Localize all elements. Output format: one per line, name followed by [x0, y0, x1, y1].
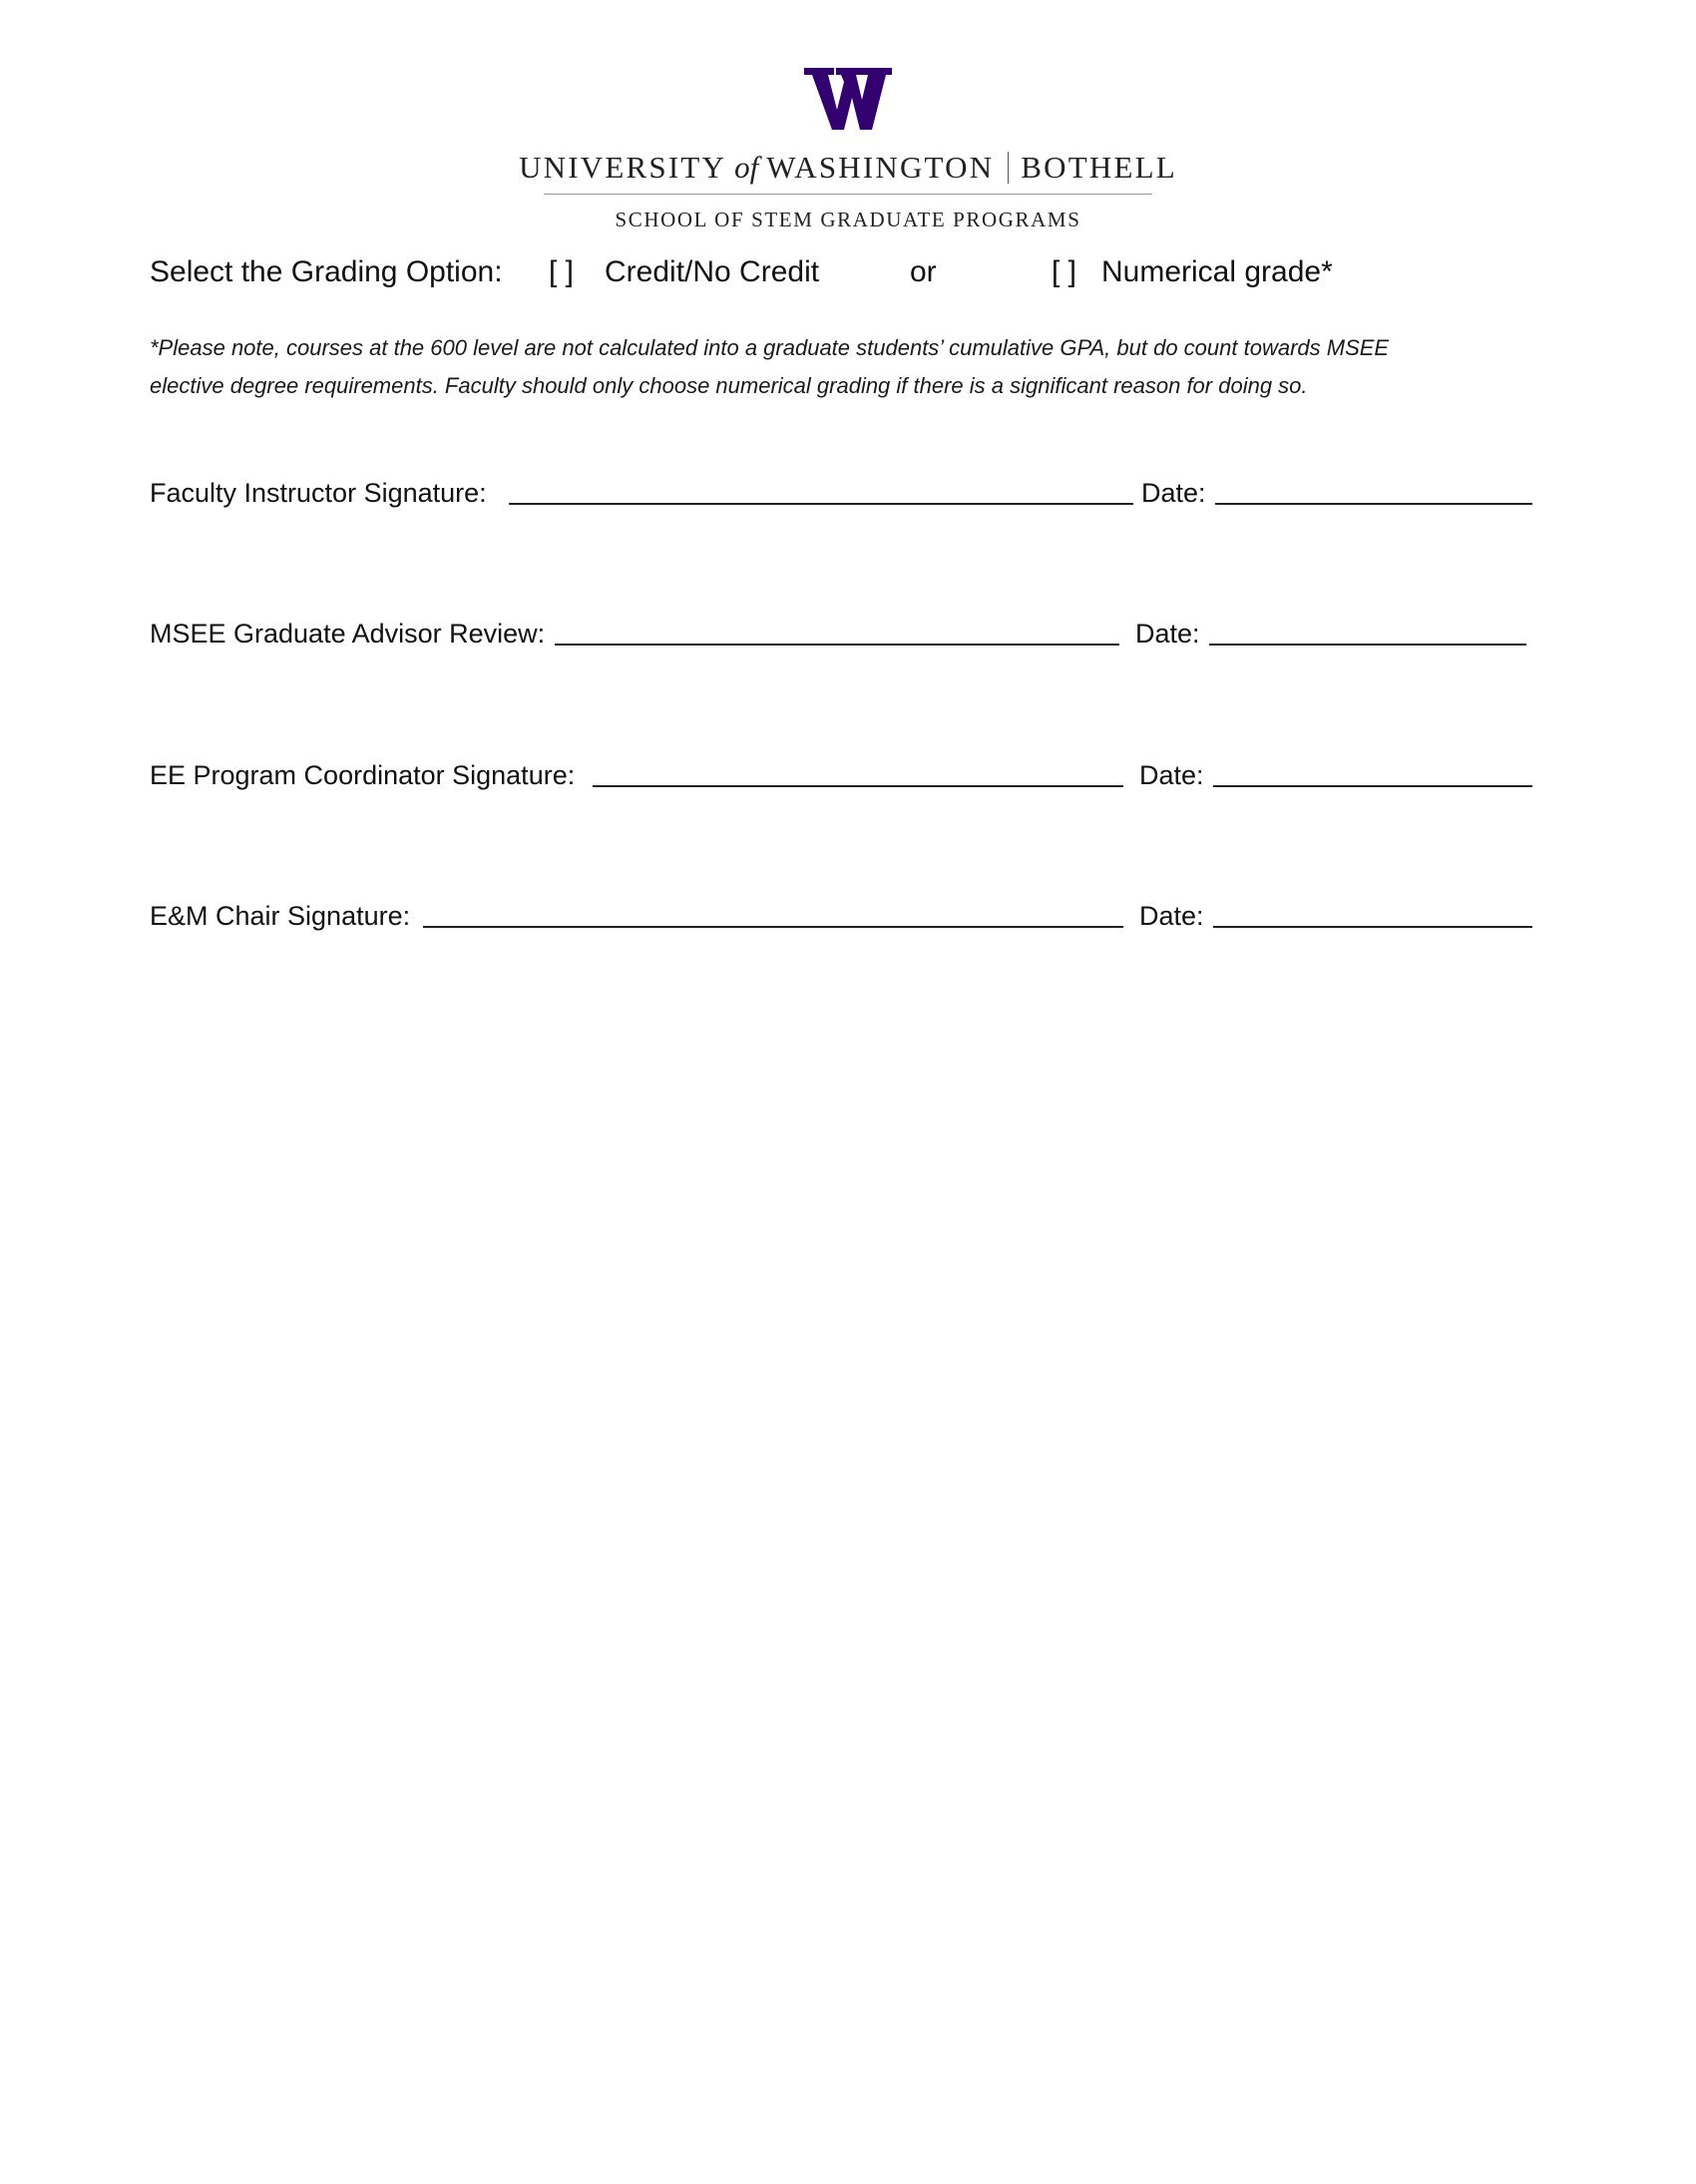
- faculty-signature-field[interactable]: [509, 503, 1133, 505]
- university-wordmark: [0, 152, 1696, 184]
- note-line-2: elective degree requirements. Faculty should only choose numerical grading if there is a significant reason for doing so.: [150, 373, 1308, 398]
- numerical-grade-checkbox[interactable]: [ ]: [1052, 255, 1077, 288]
- coordinator-date-field[interactable]: [1213, 785, 1532, 787]
- chair-date-field[interactable]: [1213, 926, 1532, 928]
- advisor-review-field[interactable]: [555, 644, 1119, 646]
- faculty-date-field[interactable]: [1215, 503, 1532, 505]
- coordinator-signature-row: [150, 755, 1546, 791]
- wordmark-divider: [1008, 152, 1009, 184]
- advisor-date-label: Date:: [1135, 619, 1200, 649]
- uw-w-logo-icon: [804, 68, 892, 130]
- coordinator-signature-field[interactable]: [593, 785, 1123, 787]
- wordmark-university: UNIVERSITY: [519, 150, 727, 185]
- faculty-signature-label: Faculty Instructor Signature:: [150, 478, 487, 508]
- advisor-date-field[interactable]: [1209, 644, 1526, 646]
- grading-note: [150, 329, 1546, 405]
- chair-signature-row: [150, 896, 1546, 932]
- note-line-1: *Please note, courses at the 600 level are not calculated into a graduate students’ cumulative GPA, but do count towards MSEE: [150, 335, 1390, 360]
- header-rule: [544, 194, 1152, 195]
- coordinator-date-label: Date:: [1139, 760, 1204, 790]
- grading-option-row: [150, 255, 1546, 295]
- credit-no-credit-label: Credit/No Credit: [605, 255, 820, 288]
- advisor-review-row: [150, 614, 1546, 650]
- chair-signature-label: E&M Chair Signature:: [150, 901, 411, 931]
- chair-signature-field[interactable]: [423, 926, 1123, 928]
- coordinator-signature-label: EE Program Coordinator Signature:: [150, 760, 576, 790]
- chair-date-label: Date:: [1139, 901, 1204, 931]
- faculty-signature-row: [150, 473, 1546, 509]
- faculty-date-label: Date:: [1141, 478, 1206, 508]
- numerical-grade-label: Numerical grade*: [1101, 255, 1333, 288]
- wordmark-bothell: BOTHELL: [1021, 150, 1177, 185]
- grading-option-label: Select the Grading Option:: [150, 255, 503, 288]
- credit-no-credit-checkbox[interactable]: [ ]: [549, 255, 575, 288]
- letterhead: [0, 68, 1696, 232]
- wordmark-washington: WASHINGTON: [766, 150, 995, 185]
- or-text: or: [910, 255, 937, 288]
- wordmark-of: of: [734, 150, 759, 185]
- advisor-review-label: MSEE Graduate Advisor Review:: [150, 619, 546, 649]
- school-subtitle: SCHOOL OF STEM GRADUATE PROGRAMS: [615, 208, 1081, 231]
